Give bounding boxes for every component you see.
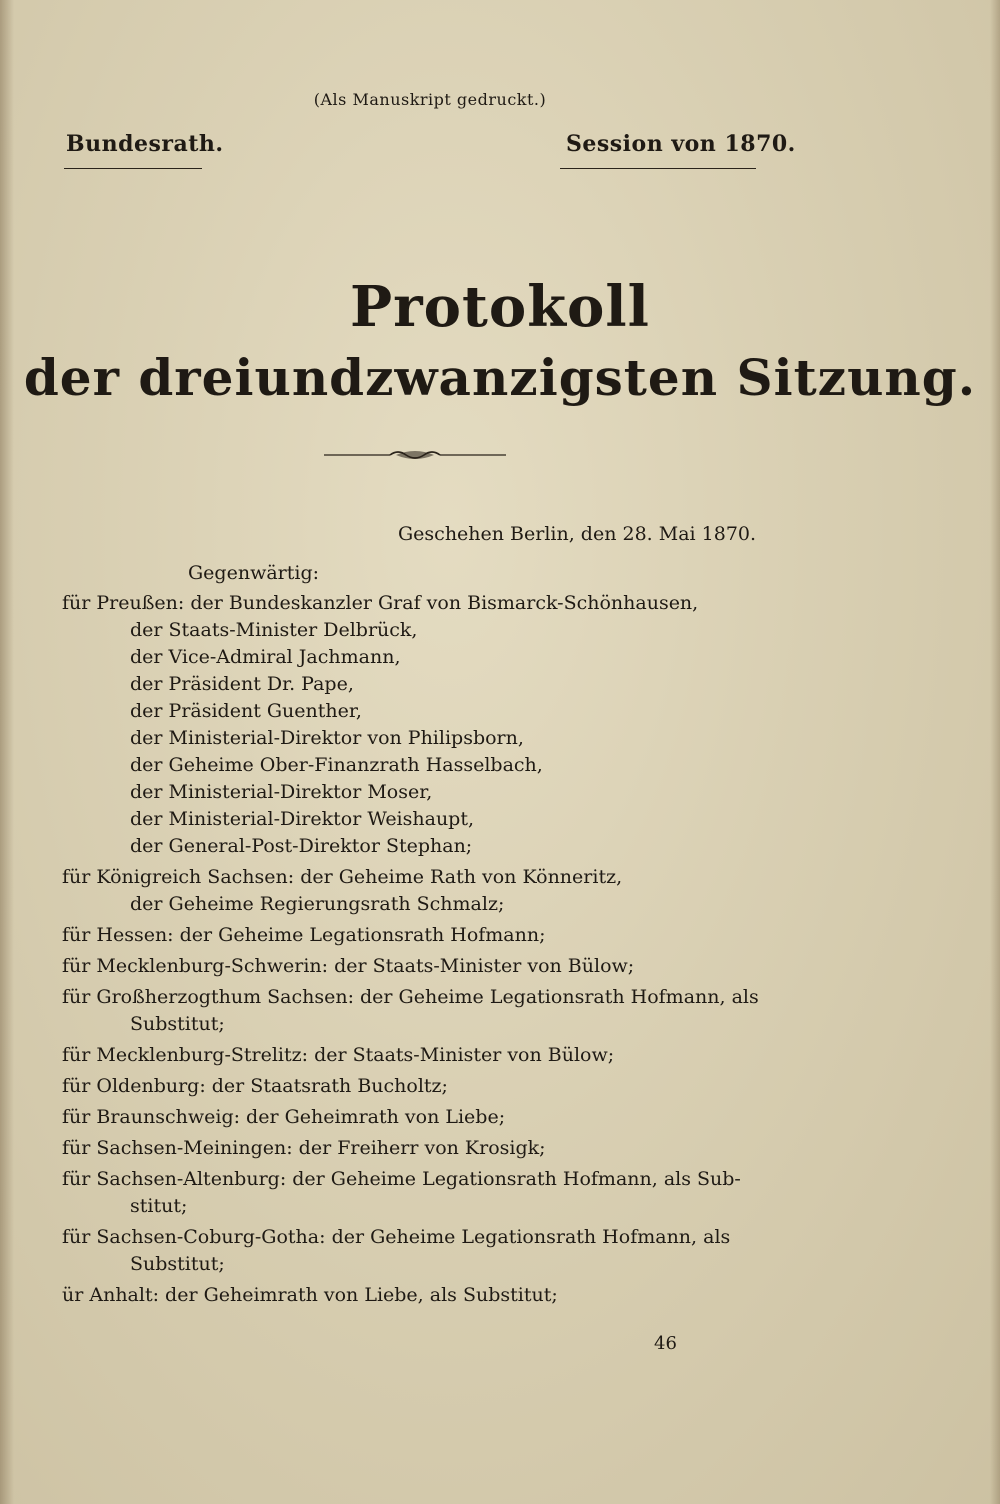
present-label: Gegenwärtig: (188, 562, 320, 584)
entry-continuation-line: der General-Post-Direktor Stephan; (130, 835, 473, 857)
date-line: Geschehen Berlin, den 28. Mai 1870. (398, 523, 757, 545)
entry-first-line: für Oldenburg: der Staatsrath Bucholtz; (62, 1075, 448, 1097)
attendee-entry (62, 953, 782, 980)
page-signature: 46 (654, 1333, 677, 1354)
entry-continuation-line: der Ministerial-Direktor Moser, (130, 781, 433, 803)
attendee-entry (62, 1135, 782, 1162)
entry-continuation-line: der Präsident Guenther, (130, 700, 362, 722)
attendee-entry (62, 922, 782, 949)
entry-first-line: für Mecklenburg-Schwerin: der Staats-Minister von Bülow; (62, 955, 635, 977)
attendee-entry (62, 1224, 782, 1278)
entry-first-line: für Großherzogthum Sachsen: der Geheime Legationsrath Hofmann, als (62, 986, 759, 1008)
entry-first-line: für Hessen: der Geheime Legationsrath Hofmann; (62, 924, 546, 946)
entry-first-line: für Preußen: der Bundeskanzler Graf von Bismarck-Schönhausen, (62, 592, 699, 614)
attendee-entry (62, 1073, 782, 1100)
page-edge-left (0, 0, 14, 1504)
attendee-entry (62, 864, 782, 918)
entry-continuation-line: der Geheime Regierungsrath Schmalz; (130, 893, 505, 915)
entry-first-line: für Sachsen-Altenburg: der Geheime Legationsrath Hofmann, als Sub- (62, 1168, 741, 1190)
entry-continuation-line: der Ministerial-Direktor von Philipsborn, (130, 727, 524, 749)
ornament-divider (324, 448, 506, 462)
attendee-entry (62, 590, 782, 860)
header-right: Session von 1870. (566, 131, 796, 157)
attendee-entry (62, 1042, 782, 1069)
entry-continuation-line: stitut; (130, 1195, 188, 1217)
entry-continuation-line: der Präsident Dr. Pape, (130, 673, 354, 695)
attendee-list (62, 590, 782, 1309)
attendee-entry (62, 1282, 782, 1309)
document-subtitle: der dreiundzwanzigsten Sitzung. (23, 348, 977, 407)
print-note: (Als Manuskript gedruckt.) (313, 90, 547, 109)
entry-continuation-line: Substitut; (130, 1253, 225, 1275)
entry-continuation-line: Substitut; (130, 1013, 225, 1035)
header-left: Bundesrath. (66, 131, 224, 157)
entry-continuation-line: der Staats-Minister Delbrück, (130, 619, 418, 641)
entry-first-line: ür Anhalt: der Geheimrath von Liebe, als Substitut; (62, 1284, 558, 1306)
entry-continuation-line: der Vice-Admiral Jachmann, (130, 646, 401, 668)
attendee-entry (62, 1166, 782, 1220)
entry-first-line: für Braunschweig: der Geheimrath von Liebe; (62, 1106, 506, 1128)
attendee-entry (62, 984, 782, 1038)
entry-continuation-line: der Geheime Ober-Finanzrath Hasselbach, (130, 754, 543, 776)
attendee-entry (62, 1104, 782, 1131)
entry-first-line: für Sachsen-Coburg-Gotha: der Geheime Legationsrath Hofmann, als (62, 1226, 731, 1248)
entry-first-line: für Mecklenburg-Strelitz: der Staats-Minister von Bülow; (62, 1044, 615, 1066)
page-edge-right (990, 0, 1000, 1504)
entry-first-line: für Sachsen-Meiningen: der Freiherr von Krosigk; (62, 1137, 546, 1159)
header-rule-left (64, 168, 202, 169)
entry-first-line: für Königreich Sachsen: der Geheime Rath von Könneritz, (62, 866, 623, 888)
header-rule-right (560, 168, 756, 169)
entry-continuation-line: der Ministerial-Direktor Weishaupt, (130, 808, 475, 830)
document-title: Protokoll (350, 274, 650, 340)
